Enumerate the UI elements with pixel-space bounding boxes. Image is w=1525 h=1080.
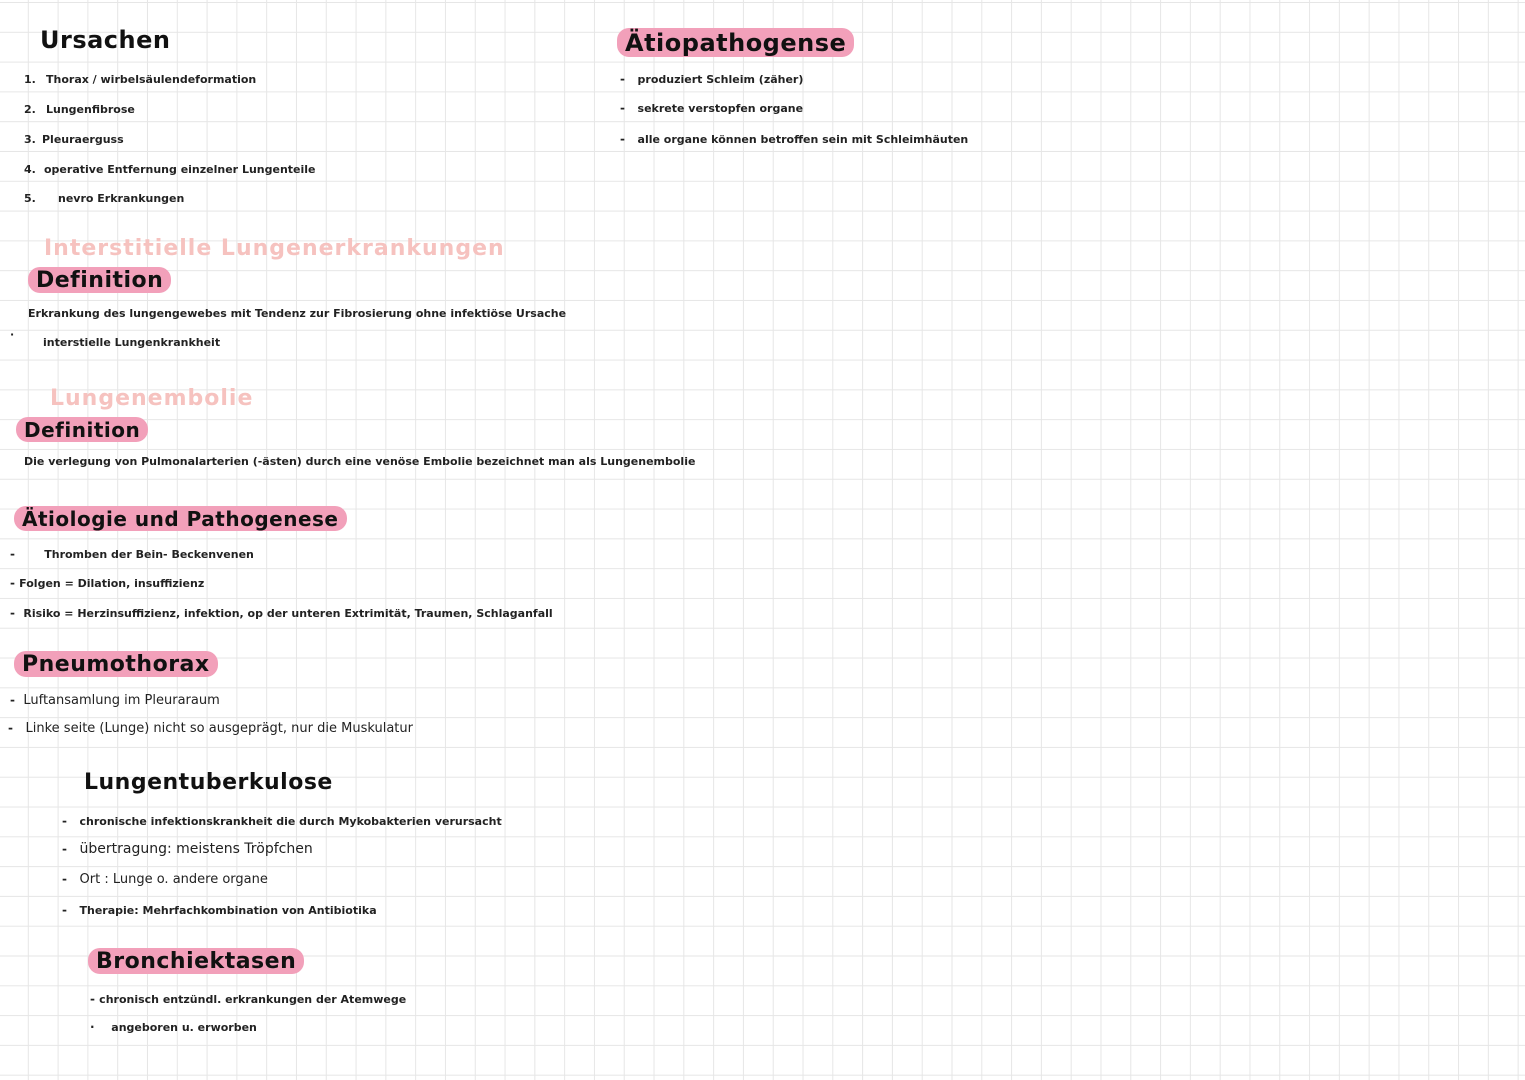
item-text: sekrete verstopfen organe (637, 102, 804, 115)
item-text: Risiko = Herzinsuffizienz, infektion, op der unteren Extrimität, Traumen, Schlaganfall (23, 607, 553, 620)
aetiopathogenese-item-2 (620, 97, 803, 116)
interstitielle-title: Interstitielle Lungenerkrankungen (44, 236, 505, 261)
lungentuberkulose-item-1 (62, 810, 502, 829)
item-text: Luftansamlung im Pleuraraum (23, 693, 220, 708)
pneumothorax-item-2 (8, 717, 413, 736)
bullet-dash: - (620, 132, 638, 146)
item-text: chronisch entzündl. erkrankungen der Atemwege (99, 993, 407, 1006)
item-number: 1. (24, 73, 36, 86)
ursachen-item-4 (24, 158, 316, 177)
item-text: chronische infektionskrankheit die durch Mykobakterien verursacht (79, 815, 502, 828)
aetiologie-item-1 (10, 543, 254, 562)
bullet-dash: - (62, 842, 80, 856)
lungenembolie-title: Lungenembolie (50, 386, 254, 411)
bullet-dash: - (8, 721, 26, 735)
ursachen-item-2 (24, 98, 135, 117)
bullet-dash: - (10, 606, 24, 620)
aetiopathogenese-item-3 (620, 128, 968, 147)
item-text: produziert Schleim (zäher) (637, 73, 804, 86)
ursachen-item-3 (24, 128, 124, 147)
bullet-dash: - (620, 72, 638, 86)
aetiologie-item-2 (10, 572, 204, 591)
item-number: 3. (24, 133, 36, 146)
item-text: Ort : Lunge o. andere organe (79, 872, 268, 887)
bullet-dash: - (10, 576, 20, 590)
item-text: Thromben der Bein- Beckenvenen (44, 548, 254, 561)
pneumothorax-title: Pneumothorax (14, 651, 218, 677)
margin-dot: · (10, 328, 15, 341)
bullet-dash: - (62, 903, 80, 917)
item-text: nevro Erkrankungen (58, 192, 185, 205)
item-text: operative Entfernung einzelner Lungenteile (44, 163, 316, 176)
bullet-dash: - (620, 101, 638, 115)
lungentuberkulose-item-3 (62, 868, 268, 887)
lungenembolie-definition-label: Definition (16, 417, 148, 442)
aetiologie-title: Ätiologie und Pathogenese (14, 506, 347, 531)
item-text: Thorax / wirbelsäulendeformation (46, 73, 257, 86)
lungentuberkulose-title: Lungentuberkulose (84, 770, 333, 795)
bullet-dash: - (90, 992, 100, 1006)
interstitielle-definition-text-2: interstielle Lungenkrankheit (43, 336, 221, 349)
aetiopathogenese-item-1 (620, 68, 803, 87)
ursachen-title: Ursachen (40, 26, 171, 54)
bronchiektasen-item-1 (90, 988, 406, 1007)
item-text: Lungenfibrose (46, 103, 135, 116)
bronchiektasen-title: Bronchiektasen (88, 948, 304, 974)
item-text: Therapie: Mehrfachkombination von Antibiotika (79, 904, 377, 917)
item-text: Linke seite (Lunge) nicht so ausgeprägt, nur die Muskulatur (25, 721, 413, 736)
ursachen-item-1 (24, 68, 256, 87)
bullet-dash: - (62, 872, 80, 886)
item-text: alle organe können betroffen sein mit Schleimhäuten (637, 133, 969, 146)
interstitielle-definition-text: Erkrankung des lungengewebes mit Tendenz zur Fibrosierung ohne infektiöse Ursache (28, 307, 567, 320)
interstitielle-definition-label: Definition (28, 267, 171, 293)
bullet-dash: - (62, 814, 80, 828)
item-text: Pleuraerguss (42, 133, 124, 146)
bronchiektasen-item-2 (90, 1016, 257, 1035)
ursachen-item-5 (24, 187, 184, 206)
item-number: 2. (24, 103, 36, 116)
lungentuberkulose-item-4 (62, 899, 377, 918)
bullet-dash: - (10, 693, 24, 707)
aetiologie-item-3 (10, 602, 553, 621)
item-text: Folgen = Dilation, insuffizienz (19, 577, 205, 590)
lungentuberkulose-item-2 (62, 838, 313, 857)
item-text: übertragung: meistens Tröpfchen (79, 841, 313, 857)
aetiopathogenese-title: Ätiopathogense (617, 28, 854, 57)
item-text: angeboren u. erworben (111, 1021, 257, 1034)
lungenembolie-definition-text: Die verlegung von Pulmonalarterien (-ästen) durch eine venöse Embolie bezeichnet man als Lungenembolie (24, 455, 696, 468)
item-number: 5. (24, 192, 36, 205)
bullet-dot: · (90, 1020, 112, 1034)
item-number: 4. (24, 163, 36, 176)
bullet-dash: - (10, 547, 45, 561)
pneumothorax-item-1 (10, 689, 220, 708)
